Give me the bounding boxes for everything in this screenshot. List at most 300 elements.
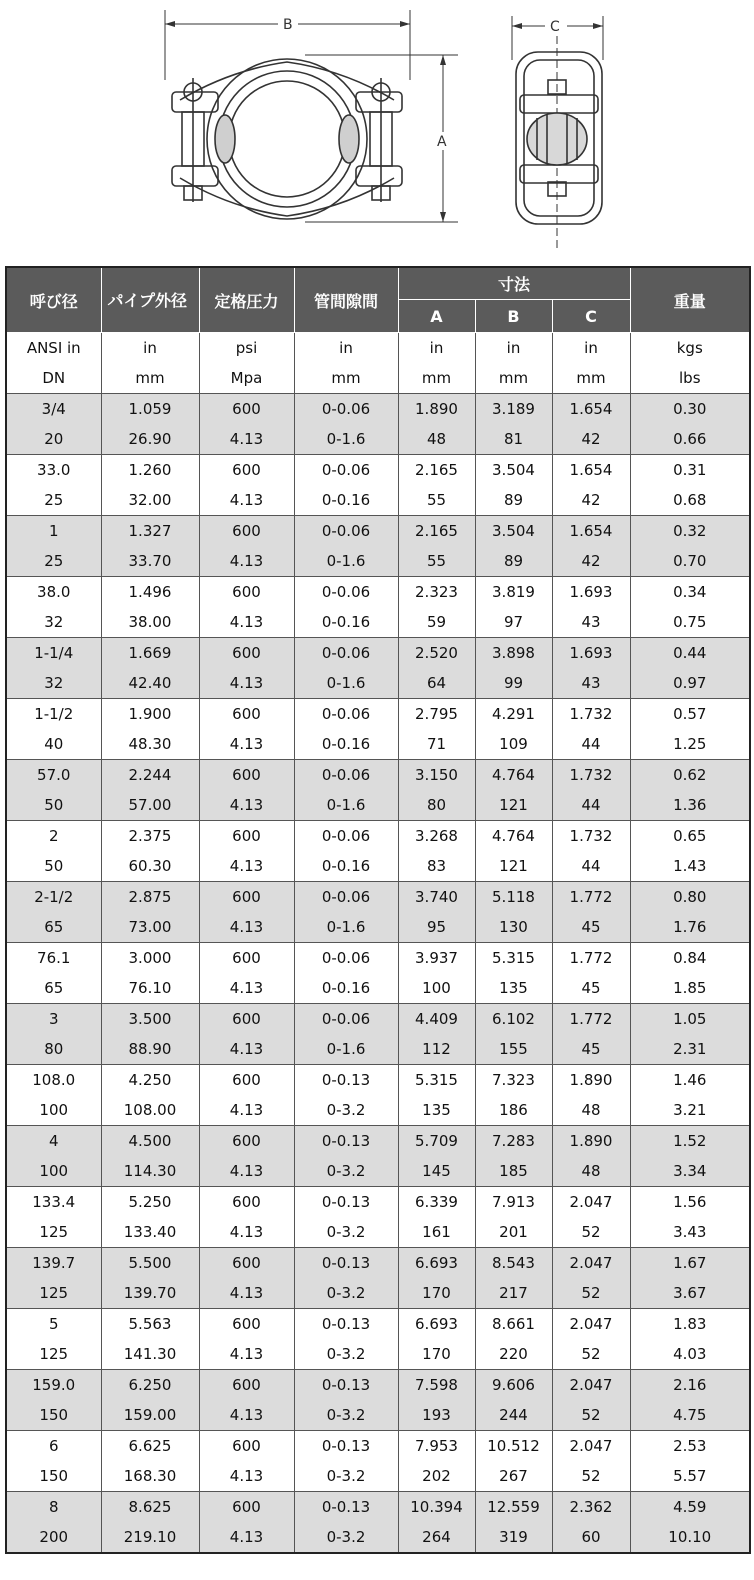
cell-pressure: 4.13 [199, 973, 294, 1004]
cell-dim-c: 43 [552, 668, 630, 699]
cell-dim-b: 99 [475, 668, 552, 699]
unit-cell-dim-b: mm [475, 363, 552, 394]
cell-nominal: 4 [6, 1126, 101, 1157]
cell-pipe-od: 6.625 [101, 1431, 199, 1462]
cell-gap: 0-0.16 [294, 729, 398, 760]
table-row [6, 577, 750, 608]
cell-dim-c: 1.693 [552, 638, 630, 669]
cell-pressure: 600 [199, 760, 294, 791]
cell-nominal: 2 [6, 821, 101, 852]
cell-pressure: 4.13 [199, 424, 294, 455]
cell-gap: 0-3.2 [294, 1461, 398, 1492]
cell-dim-c: 45 [552, 973, 630, 1004]
header-pipe-od: パイプ外径 [101, 267, 199, 333]
cell-pipe-od: 1.669 [101, 638, 199, 669]
cell-pipe-od: 108.00 [101, 1095, 199, 1126]
cell-weight: 0.31 [630, 455, 750, 486]
cell-weight: 2.16 [630, 1370, 750, 1401]
cell-dim-a: 135 [398, 1095, 475, 1126]
cell-weight: 1.76 [630, 912, 750, 943]
table-row [6, 851, 750, 882]
cell-gap: 0-0.06 [294, 943, 398, 974]
unit-cell-gap: mm [294, 363, 398, 394]
cell-dim-b: 3.898 [475, 638, 552, 669]
cell-pipe-od: 133.40 [101, 1217, 199, 1248]
cell-gap: 0-0.13 [294, 1309, 398, 1340]
cell-dim-b: 4.291 [475, 699, 552, 730]
cell-pressure: 4.13 [199, 485, 294, 516]
cell-dim-c: 2.047 [552, 1431, 630, 1462]
cell-pipe-od: 168.30 [101, 1461, 199, 1492]
cell-weight: 0.66 [630, 424, 750, 455]
cell-dim-a: 112 [398, 1034, 475, 1065]
cell-weight: 0.57 [630, 699, 750, 730]
cell-gap: 0-0.06 [294, 455, 398, 486]
cell-dim-b: 319 [475, 1522, 552, 1553]
cell-gap: 0-3.2 [294, 1400, 398, 1431]
cell-nominal: 32 [6, 607, 101, 638]
cell-pipe-od: 141.30 [101, 1339, 199, 1370]
cell-gap: 0-0.13 [294, 1248, 398, 1279]
cell-weight: 3.34 [630, 1156, 750, 1187]
cell-nominal: 38.0 [6, 577, 101, 608]
cell-weight: 4.75 [630, 1400, 750, 1431]
cell-gap: 0-3.2 [294, 1339, 398, 1370]
cell-dim-b: 81 [475, 424, 552, 455]
cell-dim-b: 9.606 [475, 1370, 552, 1401]
cell-dim-a: 71 [398, 729, 475, 760]
cell-nominal: 3/4 [6, 394, 101, 425]
cell-gap: 0-0.13 [294, 1431, 398, 1462]
cell-gap: 0-0.06 [294, 882, 398, 913]
cell-dim-a: 202 [398, 1461, 475, 1492]
cell-gap: 0-0.13 [294, 1187, 398, 1218]
cell-nominal: 80 [6, 1034, 101, 1065]
dimension-c-label: C [550, 19, 560, 35]
header-weight: 重量 [630, 267, 750, 333]
cell-dim-a: 2.165 [398, 516, 475, 547]
cell-weight: 0.97 [630, 668, 750, 699]
unit-cell-dim-a: mm [398, 363, 475, 394]
cell-dim-a: 3.150 [398, 760, 475, 791]
cell-weight: 4.03 [630, 1339, 750, 1370]
cell-gap: 0-0.06 [294, 760, 398, 791]
cell-nominal: 2-1/2 [6, 882, 101, 913]
cell-weight: 0.44 [630, 638, 750, 669]
cell-pressure: 4.13 [199, 546, 294, 577]
cell-dim-c: 44 [552, 851, 630, 882]
cell-dim-b: 267 [475, 1461, 552, 1492]
table-row [6, 668, 750, 699]
cell-dim-a: 7.953 [398, 1431, 475, 1462]
cell-nominal: 150 [6, 1461, 101, 1492]
cell-dim-b: 97 [475, 607, 552, 638]
cell-nominal: 5 [6, 1309, 101, 1340]
cell-dim-c: 45 [552, 912, 630, 943]
cell-dim-a: 10.394 [398, 1492, 475, 1523]
cell-weight: 0.62 [630, 760, 750, 791]
cell-dim-a: 7.598 [398, 1370, 475, 1401]
unit-cell-nominal: ANSI in [6, 333, 101, 364]
cell-dim-a: 64 [398, 668, 475, 699]
cell-gap: 0-0.13 [294, 1065, 398, 1096]
cell-pipe-od: 57.00 [101, 790, 199, 821]
cell-weight: 0.32 [630, 516, 750, 547]
cell-weight: 1.52 [630, 1126, 750, 1157]
cell-pressure: 600 [199, 1004, 294, 1035]
cell-pressure: 600 [199, 1370, 294, 1401]
table-row [6, 699, 750, 730]
cell-dim-c: 48 [552, 1095, 630, 1126]
cell-nominal: 125 [6, 1339, 101, 1370]
cell-nominal: 1-1/2 [6, 699, 101, 730]
cell-dim-a: 3.268 [398, 821, 475, 852]
cell-nominal: 50 [6, 790, 101, 821]
table-row [6, 1095, 750, 1126]
cell-pressure: 4.13 [199, 1461, 294, 1492]
cell-pressure: 600 [199, 1248, 294, 1279]
cell-dim-c: 1.890 [552, 1065, 630, 1096]
cell-weight: 1.56 [630, 1187, 750, 1218]
cell-dim-a: 4.409 [398, 1004, 475, 1035]
table-row [6, 516, 750, 547]
cell-weight: 3.21 [630, 1095, 750, 1126]
cell-dim-b: 3.504 [475, 455, 552, 486]
cell-dim-a: 3.937 [398, 943, 475, 974]
table-row [6, 760, 750, 791]
table-row [6, 973, 750, 1004]
cell-pressure: 600 [199, 821, 294, 852]
cell-pipe-od: 6.250 [101, 1370, 199, 1401]
cell-dim-c: 2.047 [552, 1187, 630, 1218]
cell-pipe-od: 5.500 [101, 1248, 199, 1279]
cell-nominal: 65 [6, 912, 101, 943]
cell-pressure: 600 [199, 882, 294, 913]
table-row [6, 1461, 750, 1492]
cell-pressure: 4.13 [199, 1034, 294, 1065]
cell-dim-c: 1.890 [552, 1126, 630, 1157]
cell-dim-c: 44 [552, 729, 630, 760]
unit-cell-pipe-od: in [101, 333, 199, 364]
header-dim-c: C [552, 300, 630, 333]
cell-pressure: 600 [199, 394, 294, 425]
cell-pipe-od: 73.00 [101, 912, 199, 943]
unit-cell-weight: lbs [630, 363, 750, 394]
table-row [6, 821, 750, 852]
cell-dim-c: 45 [552, 1034, 630, 1065]
table-row [6, 1492, 750, 1523]
cell-dim-b: 244 [475, 1400, 552, 1431]
cell-dim-b: 3.504 [475, 516, 552, 547]
cell-pressure: 600 [199, 516, 294, 547]
cell-pressure: 4.13 [199, 729, 294, 760]
cell-dim-b: 89 [475, 546, 552, 577]
cell-weight: 4.59 [630, 1492, 750, 1523]
cell-pipe-od: 139.70 [101, 1278, 199, 1309]
unit-row [6, 333, 750, 364]
cell-pressure: 4.13 [199, 668, 294, 699]
cell-nominal: 76.1 [6, 943, 101, 974]
cell-dim-b: 4.764 [475, 821, 552, 852]
cell-nominal: 25 [6, 485, 101, 516]
cell-pipe-od: 219.10 [101, 1522, 199, 1553]
cell-dim-b: 7.283 [475, 1126, 552, 1157]
cell-weight: 1.67 [630, 1248, 750, 1279]
table-row [6, 1400, 750, 1431]
cell-dim-b: 4.764 [475, 760, 552, 791]
cell-gap: 0-1.6 [294, 1034, 398, 1065]
cell-dim-b: 135 [475, 973, 552, 1004]
cell-dim-c: 52 [552, 1400, 630, 1431]
cell-weight: 10.10 [630, 1522, 750, 1553]
cell-nominal: 8 [6, 1492, 101, 1523]
cell-dim-c: 1.693 [552, 577, 630, 608]
cell-dim-c: 42 [552, 424, 630, 455]
cell-pipe-od: 76.10 [101, 973, 199, 1004]
table-row [6, 882, 750, 913]
cell-dim-a: 170 [398, 1339, 475, 1370]
cell-weight: 3.67 [630, 1278, 750, 1309]
cell-weight: 0.30 [630, 394, 750, 425]
cell-dim-c: 1.732 [552, 821, 630, 852]
cell-gap: 0-3.2 [294, 1278, 398, 1309]
cell-gap: 0-1.6 [294, 912, 398, 943]
cell-pipe-od: 60.30 [101, 851, 199, 882]
cell-weight: 0.75 [630, 607, 750, 638]
table-row [6, 546, 750, 577]
cell-dim-a: 161 [398, 1217, 475, 1248]
cell-pipe-od: 42.40 [101, 668, 199, 699]
table-row [6, 1309, 750, 1340]
cell-nominal: 50 [6, 851, 101, 882]
cell-nominal: 139.7 [6, 1248, 101, 1279]
cell-nominal: 40 [6, 729, 101, 760]
cell-dim-a: 83 [398, 851, 475, 882]
cell-gap: 0-1.6 [294, 668, 398, 699]
cell-dim-c: 1.654 [552, 516, 630, 547]
cell-dim-b: 109 [475, 729, 552, 760]
cell-weight: 1.43 [630, 851, 750, 882]
unit-cell-dim-b: in [475, 333, 552, 364]
cell-gap: 0-0.06 [294, 638, 398, 669]
table-row [6, 1278, 750, 1309]
cell-dim-c: 52 [552, 1461, 630, 1492]
cell-dim-b: 8.543 [475, 1248, 552, 1279]
cell-nominal: 57.0 [6, 760, 101, 791]
cell-pressure: 4.13 [199, 790, 294, 821]
cell-dim-a: 6.339 [398, 1187, 475, 1218]
table-row [6, 912, 750, 943]
cell-dim-c: 60 [552, 1522, 630, 1553]
table-row [6, 790, 750, 821]
cell-pressure: 4.13 [199, 1095, 294, 1126]
header-pipe-gap: 管間隙間 [294, 267, 398, 333]
cell-dim-b: 155 [475, 1034, 552, 1065]
cell-pipe-od: 114.30 [101, 1156, 199, 1187]
cell-nominal: 65 [6, 973, 101, 1004]
cell-dim-a: 80 [398, 790, 475, 821]
cell-weight: 3.43 [630, 1217, 750, 1248]
cell-dim-a: 2.795 [398, 699, 475, 730]
cell-gap: 0-0.06 [294, 699, 398, 730]
spec-table [5, 266, 751, 1554]
cell-dim-b: 5.118 [475, 882, 552, 913]
cell-nominal: 100 [6, 1095, 101, 1126]
cell-dim-a: 59 [398, 607, 475, 638]
cell-pipe-od: 33.70 [101, 546, 199, 577]
unit-cell-pressure: psi [199, 333, 294, 364]
coupling-drawing [0, 0, 754, 262]
cell-gap: 0-0.16 [294, 485, 398, 516]
cell-dim-c: 52 [552, 1339, 630, 1370]
cell-weight: 1.85 [630, 973, 750, 1004]
cell-dim-a: 100 [398, 973, 475, 1004]
table-row [6, 1187, 750, 1218]
table-row [6, 729, 750, 760]
cell-pipe-od: 3.000 [101, 943, 199, 974]
cell-pipe-od: 32.00 [101, 485, 199, 516]
table-row [6, 1126, 750, 1157]
cell-pressure: 600 [199, 577, 294, 608]
table-row [6, 1034, 750, 1065]
cell-weight: 0.68 [630, 485, 750, 516]
cell-dim-b: 3.819 [475, 577, 552, 608]
cell-dim-b: 3.189 [475, 394, 552, 425]
cell-nominal: 150 [6, 1400, 101, 1431]
unit-cell-dim-c: in [552, 333, 630, 364]
cell-pipe-od: 1.059 [101, 394, 199, 425]
cell-gap: 0-0.06 [294, 394, 398, 425]
cell-nominal: 133.4 [6, 1187, 101, 1218]
cell-pipe-od: 4.500 [101, 1126, 199, 1157]
cell-gap: 0-0.06 [294, 1004, 398, 1035]
cell-pressure: 4.13 [199, 1400, 294, 1431]
cell-dim-c: 1.654 [552, 455, 630, 486]
table-row [6, 943, 750, 974]
cell-pipe-od: 38.00 [101, 607, 199, 638]
cell-gap: 0-0.06 [294, 821, 398, 852]
cell-gap: 0-3.2 [294, 1522, 398, 1553]
cell-pipe-od: 5.563 [101, 1309, 199, 1340]
cell-dim-a: 55 [398, 485, 475, 516]
cell-gap: 0-1.6 [294, 546, 398, 577]
cell-dim-b: 12.559 [475, 1492, 552, 1523]
cell-nominal: 33.0 [6, 455, 101, 486]
table-row [6, 1065, 750, 1096]
table-row [6, 1370, 750, 1401]
cell-dim-a: 1.890 [398, 394, 475, 425]
cell-dim-c: 42 [552, 485, 630, 516]
cell-nominal: 1-1/4 [6, 638, 101, 669]
cell-pressure: 600 [199, 1492, 294, 1523]
table-row [6, 607, 750, 638]
cell-dim-b: 121 [475, 851, 552, 882]
cell-dim-b: 201 [475, 1217, 552, 1248]
cell-pipe-od: 1.327 [101, 516, 199, 547]
cell-dim-c: 1.732 [552, 760, 630, 791]
cell-weight: 1.05 [630, 1004, 750, 1035]
header-dim-b: B [475, 300, 552, 333]
cell-gap: 0-0.13 [294, 1492, 398, 1523]
table-row [6, 424, 750, 455]
unit-cell-weight: kgs [630, 333, 750, 364]
unit-cell-nominal: DN [6, 363, 101, 394]
cell-pipe-od: 4.250 [101, 1065, 199, 1096]
cell-nominal: 25 [6, 546, 101, 577]
cell-dim-c: 2.047 [552, 1370, 630, 1401]
table-row [6, 1431, 750, 1462]
header-rated-pressure: 定格圧力 [199, 267, 294, 333]
cell-pipe-od: 8.625 [101, 1492, 199, 1523]
cell-dim-b: 6.102 [475, 1004, 552, 1035]
cell-nominal: 6 [6, 1431, 101, 1462]
cell-pipe-od: 2.375 [101, 821, 199, 852]
cell-dim-c: 2.362 [552, 1492, 630, 1523]
cell-nominal: 32 [6, 668, 101, 699]
table-row [6, 485, 750, 516]
cell-dim-c: 1.654 [552, 394, 630, 425]
cell-dim-a: 264 [398, 1522, 475, 1553]
cell-pressure: 600 [199, 638, 294, 669]
table-body [6, 333, 750, 1554]
cell-dim-c: 1.772 [552, 1004, 630, 1035]
cell-dim-c: 52 [552, 1278, 630, 1309]
cell-dim-c: 48 [552, 1156, 630, 1187]
table-row [6, 1004, 750, 1035]
cell-weight: 0.84 [630, 943, 750, 974]
cell-gap: 0-0.13 [294, 1126, 398, 1157]
cell-pressure: 600 [199, 1065, 294, 1096]
cell-pressure: 4.13 [199, 912, 294, 943]
table-row [6, 1339, 750, 1370]
cell-pipe-od: 5.250 [101, 1187, 199, 1218]
table-row [6, 394, 750, 425]
cell-dim-b: 8.661 [475, 1309, 552, 1340]
cell-weight: 1.25 [630, 729, 750, 760]
cell-weight: 0.70 [630, 546, 750, 577]
unit-cell-pipe-od: mm [101, 363, 199, 394]
cell-nominal: 125 [6, 1217, 101, 1248]
cell-pressure: 600 [199, 455, 294, 486]
cell-dim-c: 1.772 [552, 882, 630, 913]
cell-gap: 0-3.2 [294, 1217, 398, 1248]
cell-weight: 0.65 [630, 821, 750, 852]
cell-weight: 1.46 [630, 1065, 750, 1096]
cell-dim-c: 1.772 [552, 943, 630, 974]
cell-nominal: 159.0 [6, 1370, 101, 1401]
unit-cell-pressure: Mpa [199, 363, 294, 394]
cell-pressure: 600 [199, 1187, 294, 1218]
cell-dim-a: 5.315 [398, 1065, 475, 1096]
cell-pipe-od: 1.496 [101, 577, 199, 608]
cell-dim-a: 2.165 [398, 455, 475, 486]
table-row [6, 1217, 750, 1248]
cell-dim-b: 121 [475, 790, 552, 821]
cell-gap: 0-0.13 [294, 1370, 398, 1401]
cell-dim-a: 193 [398, 1400, 475, 1431]
cell-dim-b: 186 [475, 1095, 552, 1126]
cell-pressure: 600 [199, 943, 294, 974]
cell-gap: 0-0.16 [294, 607, 398, 638]
cell-gap: 0-0.06 [294, 577, 398, 608]
cell-dim-b: 185 [475, 1156, 552, 1187]
cell-dim-c: 2.047 [552, 1248, 630, 1279]
cell-weight: 2.53 [630, 1431, 750, 1462]
front-view [165, 10, 458, 222]
cell-dim-a: 3.740 [398, 882, 475, 913]
cell-pressure: 4.13 [199, 1278, 294, 1309]
cell-dim-a: 2.323 [398, 577, 475, 608]
